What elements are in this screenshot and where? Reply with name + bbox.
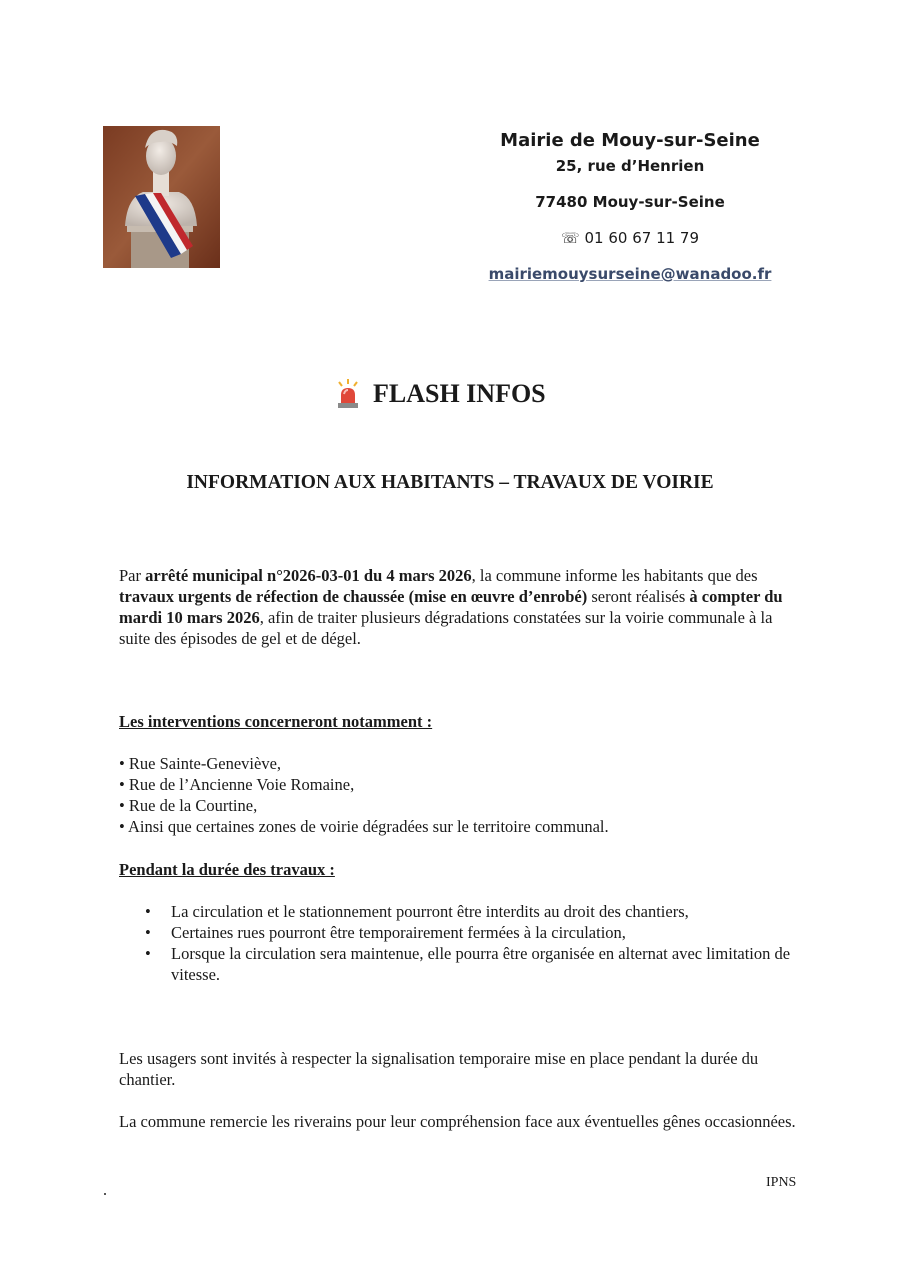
list-item: • Rue Sainte-Geneviève, <box>119 754 282 773</box>
duration-list <box>119 901 799 985</box>
duration-heading: Pendant la durée des travaux : <box>119 860 335 879</box>
bullet: • <box>145 923 151 942</box>
intro-text-3: seront réalisés <box>587 587 690 606</box>
list-item: • Rue de l’Ancienne Voie Romaine, <box>119 775 355 794</box>
list-item <box>119 943 799 985</box>
mairie-name: Mairie de Mouy-sur-Seine <box>500 130 760 151</box>
works-description: travaux urgents de réfection de chaussée (mise en œuvre d’enrobé) <box>119 587 588 606</box>
list-item-text: La circulation et le stationnement pourront être interdits au droit des chantiers, <box>171 902 689 921</box>
intro-paragraph <box>119 565 799 649</box>
telephone-icon: ☏ <box>560 229 580 247</box>
phone-line <box>460 227 800 249</box>
intro-text-1: Par <box>119 566 146 585</box>
address-line-1: 25, rue d’Henrien <box>555 157 705 175</box>
intro-text-4: , afin de traiter plusieurs dégradations constatées sur la voirie communale à la suite des épisodes de gel et de dégel. <box>119 608 773 648</box>
phone-number: 01 60 67 11 79 <box>584 229 700 247</box>
bullet: • <box>145 902 151 921</box>
closing-paragraph-1: Les usagers sont invités à respecter la signalisation temporaire mise en place pendant la durée du chantier. <box>119 1049 759 1089</box>
siren-icon <box>336 379 360 409</box>
list-item-text: Certaines rues pourront être temporairement fermées à la circulation, <box>171 923 626 942</box>
bullet: • <box>145 944 151 963</box>
intro-text-2: , la commune informe les habitants que des <box>471 566 758 585</box>
arrete-reference: arrêté municipal n°2026-03-01 du 4 mars 2026 <box>145 566 472 585</box>
list-item-text: Lorsque la circulation sera maintenue, elle pourra être organisée en alternat avec limitation de vitesse. <box>171 944 791 984</box>
start-date: à compter du mardi 10 mars 2026 <box>119 587 783 627</box>
list-item: • Rue de la Courtine, <box>119 796 258 815</box>
flash-title-text: FLASH INFOS <box>373 379 546 408</box>
document-subtitle: INFORMATION AUX HABITANTS – TRAVAUX DE VOIRIE <box>186 472 714 493</box>
list-item <box>119 922 799 943</box>
list-item <box>119 901 799 922</box>
address-line-2: 77480 Mouy-sur-Seine <box>535 193 725 211</box>
interventions-heading: Les interventions concerneront notamment : <box>119 712 433 731</box>
email-link[interactable]: mairiemouysurseine@wanadoo.fr <box>488 265 772 283</box>
interventions-list <box>119 753 799 837</box>
closing-paragraph-2: La commune remercie les riverains pour leur compréhension face aux éventuelles gênes occasionnées. <box>119 1112 796 1131</box>
list-item: • Ainsi que certaines zones de voirie dégradées sur le territoire communal. <box>119 817 609 836</box>
scan-speck <box>104 1193 106 1195</box>
ipns-footer: IPNS <box>766 1175 797 1190</box>
flash-infos-title <box>336 376 546 412</box>
mairie-contact-block <box>460 128 800 283</box>
marianne-bust-photo <box>103 126 220 268</box>
